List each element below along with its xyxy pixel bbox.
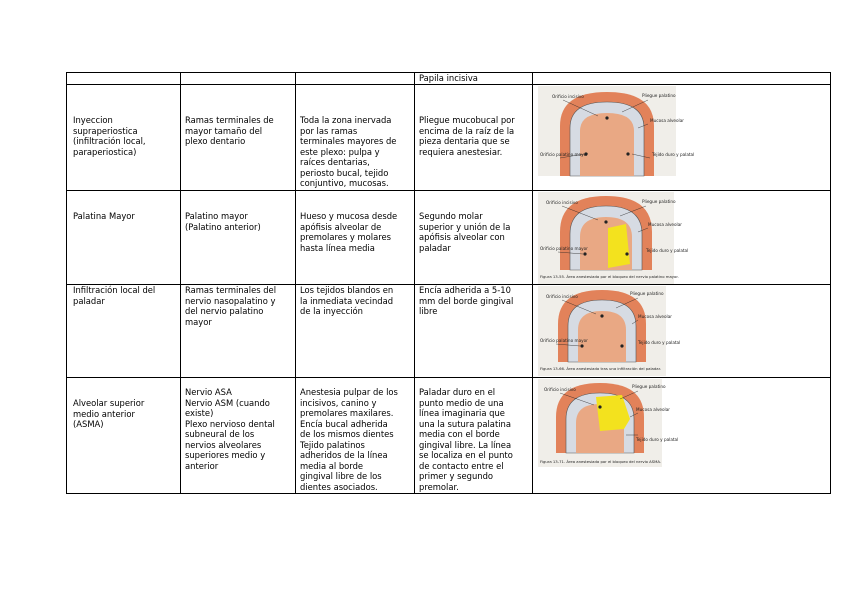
figure-caption: Figura 13-66. Área anestesiada tras una infiltración del paladar. — [540, 366, 661, 371]
figure-label: Mucosa alveolar — [636, 407, 671, 412]
figure-label: Pliegue palatino — [630, 291, 664, 296]
landmark-cell: Segundo molar superior y unión de la apófisis alveolar con paladar — [419, 211, 511, 253]
anesthetized-area-cell: Hueso y mucosa desde apófisis alveolar de premolares y molares hasta línea media — [300, 211, 398, 253]
figure-label: Mucosa alveolar — [650, 118, 685, 123]
figure-label: Tejido duro y palatal — [652, 152, 695, 157]
figure-label: Pliegue palatino — [632, 384, 666, 389]
figure-caption: Figura 13-71. Área anestesiada por el bloqueo del nervio ASMA. — [540, 459, 662, 464]
figure-label: Tejido duro y palatal — [638, 340, 681, 345]
palate-figure — [538, 286, 830, 376]
table-row — [67, 191, 831, 285]
header-cell — [296, 73, 415, 85]
technique-cell: Alveolar superior medio anterior (ASMA) — [73, 398, 145, 429]
anesthetized-area-cell: Toda la zona inervada por las ramas terminales mayores de este plexo: pulpa y raíces dentarias, periosto bucal, tejido conjuntivo, mucosas. — [300, 115, 397, 188]
palate-figure — [538, 192, 830, 284]
anesthetized-area-cell: Anestesia pulpar de los incisivos, canino y premolares maxilares. Encía bucal adherida de los mismos dientes Tejido palatinos adheridos de la línea media al borde gingival libre de los dientes asociados. — [300, 387, 398, 492]
table-header-row — [67, 73, 831, 85]
anesthesia-table — [66, 72, 831, 494]
technique-cell: Infiltración local del paladar — [73, 285, 156, 306]
technique-cell: Inyeccion supraperiostica (infiltración local, paraperiostica) — [73, 115, 146, 157]
nerve-cell: Ramas terminales de mayor tamaño del plexo dentario — [185, 115, 274, 146]
landmark-cell: Pliegue mucobucal por encima de la raíz de la pieza dentaria que se requiera anestesiar. — [419, 115, 515, 157]
table-row — [67, 285, 831, 378]
technique-cell: Palatina Mayor — [73, 211, 135, 221]
figure-label: Orificio palatino mayor — [540, 152, 588, 157]
nerve-cell: Nervio ASA Nervio ASM (cuando existe) Plexo nervioso dental subneural de los nervios alveolares superiores medio y anterior — [185, 387, 275, 471]
figure-label: Pliegue palatino — [642, 199, 676, 204]
table-row — [67, 378, 831, 494]
figure-caption: Figura 13-55. Área anestesiada por el bloqueo del nervio palatino mayor. — [540, 274, 679, 279]
landmark-cell: Encía adherida a 5-10 mm del borde gingival libre — [419, 285, 514, 316]
figure-label: Mucosa alveolar — [638, 314, 673, 319]
palate-figure — [538, 86, 830, 176]
header-cell — [67, 73, 181, 85]
figure-label: Orificio incisivo — [544, 387, 576, 392]
figure-label: Orificio incisivo — [546, 200, 578, 205]
nerve-cell: Palatino mayor (Palatino anterior) — [185, 211, 261, 232]
palate-figure — [538, 379, 830, 467]
anesthetized-area-cell: Los tejidos blandos en la inmediata vecindad de la inyección — [300, 285, 394, 316]
landmark-cell: Paladar duro en el punto medio de una línea imaginaria que una la sutura palatina media con el borde gingival libre. La línea se localiza en el punto de contacto entre el primer y segundo premolar. — [419, 387, 513, 492]
figure-label: Tejido duro y palatal — [646, 248, 689, 253]
figure-label: Orificio incisivo — [552, 94, 584, 99]
figure-label: Mucosa alveolar — [648, 222, 683, 227]
figure-label: Orificio palatino mayor — [540, 246, 588, 251]
header-cell — [181, 73, 296, 85]
table-row — [67, 85, 831, 191]
figure-label: Tejido duro y palatal — [636, 437, 679, 442]
figure-label: Pliegue palatino — [642, 93, 676, 98]
figure-label: Orificio palatino mayor — [540, 338, 588, 343]
figure-label: Orificio incisivo — [546, 294, 578, 299]
header-cell-papila: Papila incisiva — [415, 73, 533, 85]
header-cell — [533, 73, 831, 85]
nerve-cell: Ramas terminales del nervio nasopalatino y del nervio palatino mayor — [185, 285, 277, 327]
